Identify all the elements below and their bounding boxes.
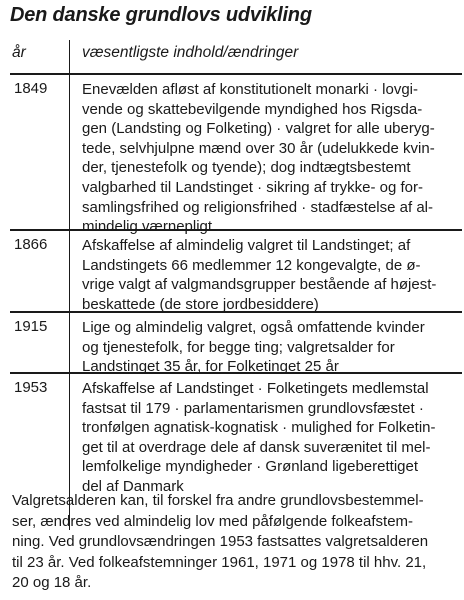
footnote: Valgretsalderen kan, til forskel fra andre grundlovsbestemmel- ser, ændres ved almindelig lov med påfølgende folkeafstem- ning. Ved grundlovsændringen 1953 fastsattes valgretsalderen til 23 år. Ved folkeafstemninger 1961, 1971 og 1978 til hhv. 21, 20 og 18 år. [12, 492, 429, 591]
row-text-1866: Afskaffelse af almindelig valgret til Landstinget; af Landstingets 66 medlemmer 12 kongevalgte, de ø- vrige valgt af valgmandsgrupper bestående af højest- beskattede (de store jordbesiddere) [82, 237, 437, 313]
row-year-1915: 1915 [14, 318, 48, 335]
row-year-1953: 1953 [14, 379, 48, 396]
table-rule [10, 73, 462, 75]
column-divider [69, 40, 70, 530]
column-header-year: år [12, 44, 26, 61]
row-text-1953: Afskaffelse af Landstinget · Folketingets medlemstal fastsat til 179 · parlamentarismen grundlovsfæstet · tronfølgen agnatisk-kognatisk · mulighed for Folketin- get til at overdrage dele af dansk suverænitet til mel- lemfolkelige myndigheder · Grønland ligeberettiget del af Danmark [82, 380, 436, 495]
row-text-1915: Lige og almindelig valgret, også omfattende kvinder og tjenestefolk, for begge ting; valgretsalder for Landstinget 35 år, for Folketinget 25 år [82, 319, 425, 376]
row-year-1849: 1849 [14, 80, 48, 97]
row-year-1866: 1866 [14, 236, 48, 253]
page-title: Den danske grundlovs udvikling [10, 4, 312, 26]
column-header-content: væsentligste indhold/ændringer [82, 44, 299, 61]
row-text-1849: Enevælden afløst af konstitutionelt monarki · lovgi- vende og skattebevilgende myndighed hos Rigsda- gen (Landsting og Folketing) · valgret for alle uberyg- tede, selvhjulpne mænd over 30 år (udelukkede kvin- der, tjenestefolk og tyende); dog indtægtsbestemt valgbarhed til Landstinget · sikring af trykke- og for- samlingsfrihed og religionsfrihed · stadfæstelse af al- mindelig værnepligt [82, 81, 435, 236]
